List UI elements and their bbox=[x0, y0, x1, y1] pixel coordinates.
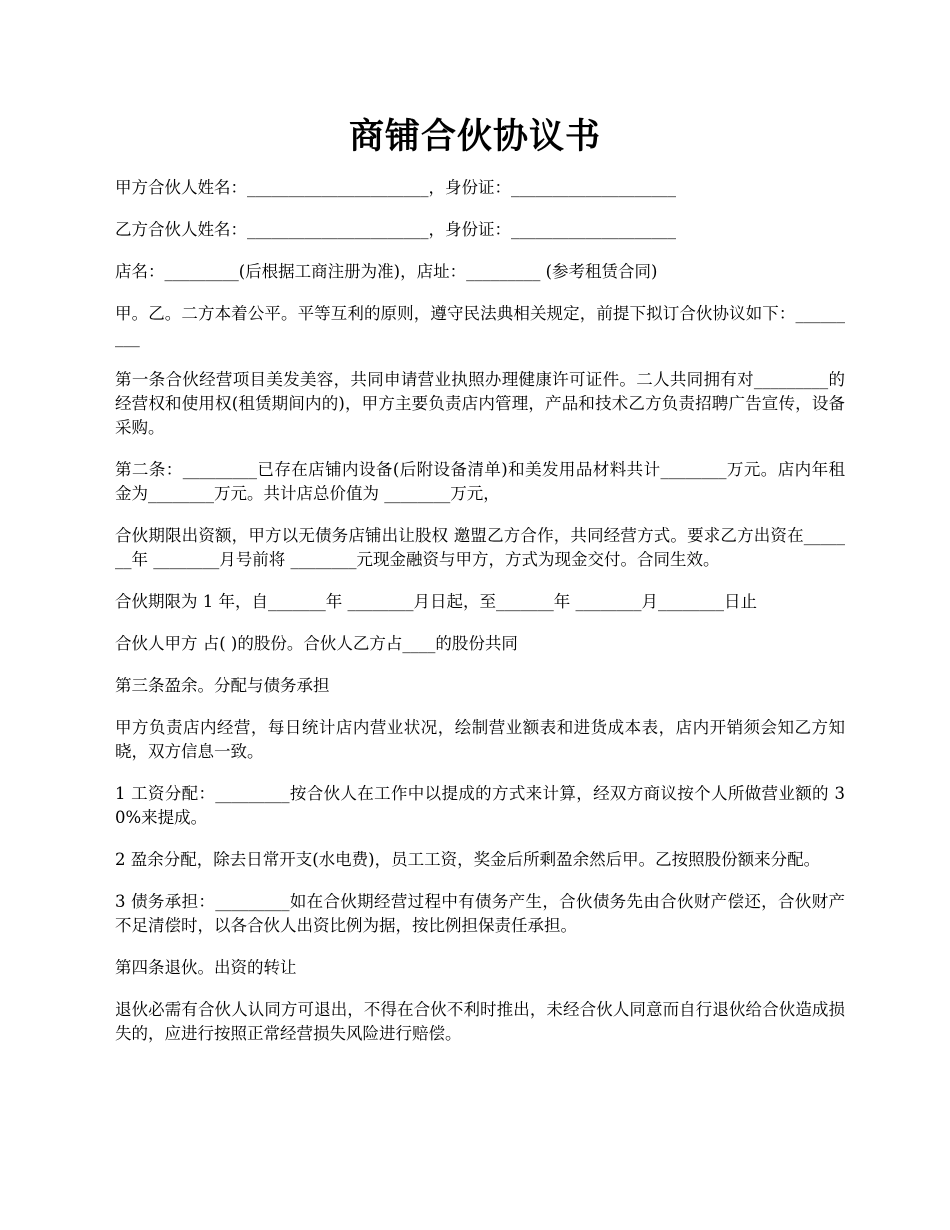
partnership-term-paragraph: 合伙期限为 1 年，自_______年 ________月日起，至_______年 ________月________日止 bbox=[115, 592, 757, 611]
share-ratio-paragraph: 合伙人甲方 占( )的股份。合伙人乙方占____的股份共同 bbox=[115, 634, 518, 653]
operations-paragraph: 甲方负责店内经营，每日统计店内营业状况，绘制营业额表和进货成本表，店内开销须会知乙方知晓，双方信息一致。 bbox=[115, 718, 845, 761]
article-3-heading: 第三条盈余。分配与债务承担 bbox=[115, 676, 330, 695]
article-4-heading: 第四条退伙。出资的转让 bbox=[115, 958, 297, 977]
party-b-name-line: 乙方合伙人姓名：______________________，身份证：____________________ bbox=[115, 220, 676, 239]
document-body bbox=[115, 176, 845, 1064]
withdrawal-paragraph: 退伙必需有合伙人认同方可退出，不得在合伙不利时推出，未经合伙人同意而自行退伙给合伙造成损失的，应进行按照正常经营损失风险进行赔偿。 bbox=[115, 1000, 845, 1043]
article-1-paragraph: 第一条合伙经营项目美发美容，共同申请营业执照办理健康许可证件。二人共同拥有对_________的经营权和使用权(租赁期间内的)，甲方主要负责店内管理，产品和技术乙方负责招聘广告宣传，设备采购。 bbox=[115, 370, 845, 437]
surplus-distribution-paragraph: 2 盈余分配，除去日常开支(水电费)，员工工资，奖金后所剩盈余然后甲。乙按照股份额来分配。 bbox=[115, 850, 821, 869]
debt-liability-paragraph: 3 债务承担：_________如在合伙期经营过程中有债务产生，合伙债务先由合伙财产偿还，合伙财产不足清偿时，以各合伙人出资比例为据，按比例担保责任承担。 bbox=[115, 892, 845, 935]
capital-contribution-paragraph: 合伙期限出资额，甲方以无债务店铺出让股权 邀盟乙方合作，共同经营方式。要求乙方出资在_______年 ________月号前将 ________元现金融资与甲方，方式为现金交付。合同生效。 bbox=[115, 526, 845, 569]
wage-distribution-paragraph: 1 工资分配：_________按合伙人在工作中以提成的方式来计算，经双方商议按个人所做营业额的 30%来提成。 bbox=[115, 784, 845, 827]
article-2-paragraph: 第二条：_________已存在店铺内设备(后附设备清单)和美发用品材料共计________万元。店内年租金为________万元。共计店总价值为 ________万元， bbox=[115, 460, 845, 503]
shop-name-address-line: 店名：_________(后根据工商注册为准)，店址：_________ (参考租赁合同) bbox=[115, 262, 658, 281]
preamble-paragraph: 甲。乙。二方本着公平。平等互利的原则，遵守民法典相关规定，前提下拟订合伙协议如下：_________ bbox=[115, 304, 845, 347]
page-title: 商铺合伙协议书 bbox=[348, 116, 601, 157]
party-a-name-line: 甲方合伙人姓名：______________________，身份证：____________________ bbox=[115, 178, 676, 197]
